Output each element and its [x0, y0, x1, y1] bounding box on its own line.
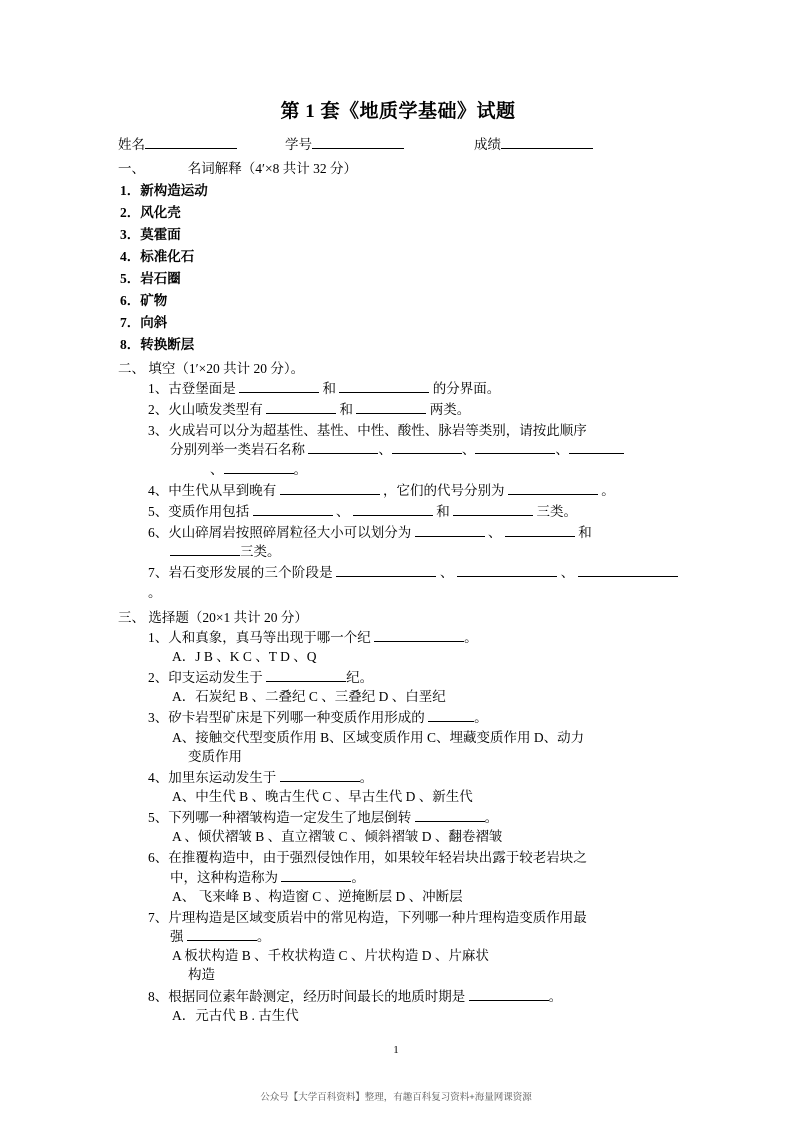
fill-blank[interactable] — [266, 400, 336, 414]
choice-7-options-cont[interactable]: 构造 — [188, 967, 215, 983]
choice-3-text: 矽卡岩型矿床是下列哪一种变质作用形成的 — [168, 710, 429, 726]
choice-3-tail: 。 — [474, 710, 488, 726]
fill-item-3 — [118, 421, 678, 478]
fill-blank[interactable] — [453, 502, 533, 516]
fill-item-6-tail: 和 — [574, 525, 592, 541]
fill-item-4 — [118, 481, 678, 500]
student-no-field[interactable] — [312, 135, 404, 149]
choice-5-text: 下列哪一种褶皱构造一定发生了地层倒转 — [168, 810, 415, 826]
choice-6-no: 6、 — [148, 850, 169, 866]
term-item: 3．莫霍面 — [120, 227, 181, 242]
fill-blank[interactable] — [475, 440, 555, 454]
choice-item-5 — [118, 808, 678, 846]
fill-item-7-p1: 、 — [436, 565, 458, 581]
score-label: 成绩 — [474, 137, 501, 152]
choice-8-no: 8、 — [148, 988, 169, 1004]
choice-4-options[interactable]: A、中生代 B 、晚古生代 C 、早古生代 D 、新生代 — [172, 788, 473, 804]
fill-item-4-no: 4、 — [148, 482, 169, 498]
choice-7-options[interactable]: A 板状构造 B 、千枚状构造 C 、片状构造 D 、片麻状 — [172, 948, 489, 964]
fill-item-3-cont2: 、 。 — [210, 461, 307, 477]
document-body — [118, 96, 678, 1027]
choice-8-tail: 。 — [548, 988, 563, 1004]
section-one-heading — [118, 157, 678, 177]
choice-8-text: 根据同位素年龄测定，经历时间最长的地质时期是 — [168, 988, 469, 1004]
fill-item-6-lead: 火山碎屑岩按照碎屑粒径大小可以划分为 — [168, 525, 415, 541]
fill-blank[interactable] — [336, 563, 436, 577]
fill-blank[interactable] — [457, 563, 557, 577]
fill-blank[interactable] — [356, 400, 426, 414]
fill-item-6-cont — [148, 542, 678, 561]
fill-item-1-no: 1、 — [148, 381, 169, 396]
choice-7-no: 7、 — [148, 909, 169, 925]
fill-blank[interactable] — [415, 523, 485, 537]
choice-blank[interactable] — [280, 768, 360, 782]
choice-7-text: 片理构造是区域变质岩中的常见构造，下列哪一种片理构造变质作用最 — [168, 909, 587, 925]
fill-item-5-p0: 变质作用包括 — [168, 503, 253, 519]
fill-item-3-lead: 火成岩可以分为超基性、基性、中性、酸性、脉岩等类别，请按此顺序 — [168, 423, 587, 439]
choice-3-options[interactable]: A、接触交代型变质作用 B、区域变质作用 C、埋藏变质作用 D、动力 — [172, 729, 585, 745]
fill-blank[interactable] — [508, 481, 598, 495]
fill-item-3-cont: 分别列举一类岩石名称 — [170, 442, 309, 458]
choice-blank[interactable] — [415, 808, 485, 822]
fill-blank[interactable] — [505, 523, 575, 537]
fill-item-6 — [118, 523, 678, 561]
section-two-marker: 二、 — [118, 361, 145, 376]
fill-blank[interactable] — [224, 460, 294, 474]
choice-6-text: 在推覆构造中，由于强烈侵蚀作用，如果较年轻岩块出露于较老岩块之 — [168, 850, 587, 866]
choice-7-text2: 强 — [170, 929, 187, 945]
fill-item-6-mid: 、 — [484, 525, 505, 541]
choice-blank[interactable] — [266, 668, 346, 682]
choice-6-text-cont — [148, 868, 678, 887]
section-one-title: 名词解释（4′×8 共计 32 分） — [187, 161, 357, 176]
section-one-marker: 一、 — [118, 161, 145, 176]
choice-2-tail: 纪。 — [346, 670, 374, 686]
choice-5-tail: 。 — [484, 810, 499, 826]
choice-7-tail: 。 — [256, 929, 271, 945]
choice-1-options[interactable]: A．J B 、K C 、T D 、Q — [172, 648, 317, 664]
fill-blank[interactable] — [280, 481, 380, 495]
choice-1-text: 人和真象，真马等出现于哪一个纪 — [168, 629, 375, 645]
fill-item-7-no: 7、 — [148, 565, 169, 581]
fill-blank[interactable] — [339, 379, 429, 393]
choice-item-7 — [118, 908, 678, 985]
choice-5-no: 5、 — [148, 810, 169, 826]
choice-5-options[interactable]: A 、倾伏褶皱 B 、直立褶皱 C 、倾斜褶皱 D 、翻卷褶皱 — [172, 829, 503, 845]
student-info-line — [118, 133, 678, 153]
choice-blank[interactable] — [428, 708, 474, 722]
fill-item-6-tail2: 三类。 — [240, 544, 281, 560]
term-item: 5．岩石圈 — [120, 271, 181, 286]
choice-1-tail: 。 — [464, 629, 478, 645]
fill-item-5-no: 5、 — [148, 503, 169, 519]
fill-item-7-p0: 岩石变形发展的三个阶段是 — [168, 565, 337, 581]
fill-item-2-p2: 两类。 — [426, 402, 471, 418]
choice-1-no: 1、 — [148, 629, 169, 645]
choice-6-text2: 中，这种构造称为 — [170, 869, 282, 885]
fill-item-1-p2: 的分界面。 — [429, 381, 501, 396]
choice-2-text: 印支运动发生于 — [168, 670, 267, 686]
student-no-label: 学号 — [285, 137, 312, 152]
choice-2-options[interactable]: A．石炭纪 B 、二叠纪 C 、三叠纪 D 、白垩纪 — [172, 689, 446, 705]
section-three-title: 选择题（20×1 共计 20 分） — [148, 609, 308, 625]
term-item: 8．转换断层 — [120, 337, 195, 352]
section-three-marker: 三、 — [118, 609, 145, 625]
choice-4-text: 加里东运动发生于 — [168, 769, 280, 785]
fill-blank[interactable] — [569, 440, 624, 454]
fill-item-7 — [118, 563, 678, 601]
fill-blank[interactable] — [308, 440, 378, 454]
page-title: 第 1 套《地质学基础》试题 — [280, 101, 516, 122]
choice-3-options-cont[interactable]: 变质作用 — [188, 748, 242, 764]
term-item: 7．向斜 — [120, 315, 168, 330]
section-three-heading — [118, 606, 678, 626]
fill-item-4-p0: 中生代从早到晚有 — [168, 482, 280, 498]
choice-7-text-cont — [148, 927, 678, 946]
fill-item-7-p3: 。 — [148, 584, 162, 600]
fill-item-2 — [118, 400, 678, 419]
choice-item-8 — [118, 987, 678, 1025]
fill-item-4-p1: ，它们的代号分别为 — [379, 482, 508, 498]
fill-item-3-tail: 。 — [293, 461, 307, 477]
choice-item-4 — [118, 768, 678, 806]
fill-item-3-no: 3、 — [148, 423, 169, 439]
fill-item-2-p0: 火山喷发类型有 — [168, 402, 267, 418]
fill-item-4-p2: 。 — [597, 482, 615, 498]
choice-8-options[interactable]: A．元古代 B . 古生代 — [172, 1007, 299, 1023]
name-field[interactable] — [145, 135, 237, 149]
fill-item-1-p1: 和 — [319, 381, 340, 396]
choice-blank[interactable] — [469, 987, 549, 1001]
page-number: 1 — [393, 1044, 399, 1056]
fill-item-1 — [118, 379, 678, 398]
section-two-heading — [118, 357, 678, 377]
fill-item-2-p1: 和 — [336, 402, 357, 418]
fill-blank[interactable] — [239, 379, 319, 393]
term-item: 6．矿物 — [120, 293, 168, 308]
choice-4-tail: 。 — [359, 769, 374, 785]
section-two-title: 填空（1′×20 共计 20 分）。 — [148, 361, 305, 376]
fill-item-3-cont-row: 分别列举一类岩石名称 、 、 、 、 。 — [148, 440, 678, 478]
choice-item-3 — [118, 708, 678, 765]
choice-blank[interactable] — [374, 628, 464, 642]
term-item: 1．新构造运动 — [120, 183, 208, 198]
choice-4-no: 4、 — [148, 769, 169, 785]
choice-blank[interactable] — [281, 868, 351, 882]
choice-item-1 — [118, 628, 678, 666]
footer-note: 公众号【大学百科资料】整理，有趣百科复习资料+海量网课资源 — [260, 1092, 532, 1103]
choice-6-tail: 。 — [351, 869, 365, 885]
fill-item-5-p1: 、 — [332, 503, 353, 519]
fill-item-2-no: 2、 — [148, 402, 169, 418]
fill-blank[interactable] — [253, 502, 333, 516]
fill-blank[interactable] — [578, 563, 678, 577]
term-item: 4．标准化石 — [120, 249, 195, 264]
fill-item-1-p0: 古登堡面是 — [168, 381, 240, 396]
fill-blank[interactable] — [170, 542, 240, 556]
choice-blank[interactable] — [187, 927, 257, 941]
choice-6-options[interactable]: A、 飞来峰 B 、构造窗 C 、逆掩断层 D 、冲断层 — [172, 888, 463, 904]
fill-item-5-p2: 和 — [432, 503, 454, 519]
fill-item-6-no: 6、 — [148, 525, 169, 541]
score-field[interactable] — [501, 135, 593, 149]
fill-item-5-p3: 三类。 — [533, 503, 577, 519]
term-item: 2．风化壳 — [120, 205, 181, 220]
fill-blank[interactable] — [392, 440, 462, 454]
fill-item-7-p2: 、 — [557, 565, 579, 581]
name-label: 姓名 — [118, 137, 145, 152]
choice-2-no: 2、 — [148, 670, 169, 686]
fill-blank[interactable] — [353, 502, 433, 516]
choice-3-no: 3、 — [148, 710, 169, 726]
choice-item-2 — [118, 668, 678, 706]
fill-item-5 — [118, 502, 678, 521]
choice-item-6 — [118, 848, 678, 905]
